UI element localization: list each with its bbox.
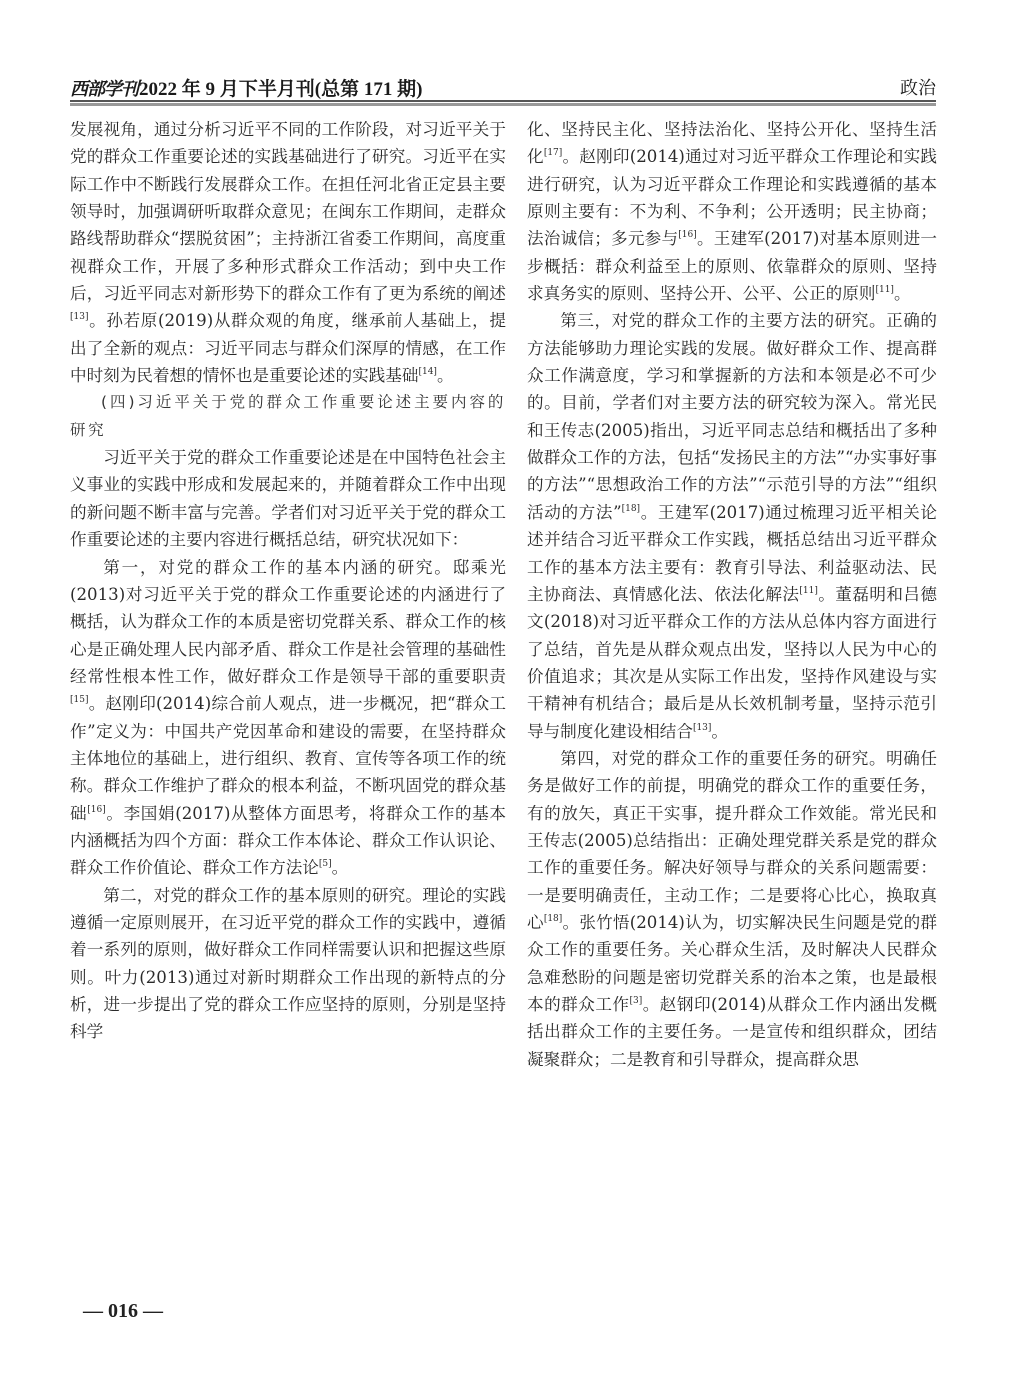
paragraph: 第三，对党的群众工作的主要方法的研究。正确的方法能够助力理论实践的发展。做好群众工作、提高群众工作满意度，学习和掌握新的方法和本领是必不可少的。目前，学者们对主要方法的研究较为深入。常光民和王传志(2005)指出，习近平同志总结和概括出了多种做群众工作的方法，包括“发扬民主的方法”“办实事好事的方法”“思想政治工作的方法”“示范引导的方法”“组织活动的方法”[18]。王建军(2017)通过梳理习近平相关论述并结合习近平群众工作实践，概括总结出习近平群众工作的基本方法主要有：教育引导法、利益驱动法、民主协商法、真情感化法、依法化解法[11]。董磊明和吕德文(2018)对习近平群众工作的方法从总体内容方面进行了总结，首先是从群众观点出发，坚持以人民为中心的价值追求；其次是从实际工作出发，坚持作风建设与实干精神有机结合；最后是从长效机制考量，坚持示范引导与制度化建设相结合[13]。 [527, 311, 938, 741]
citation: [13] [70, 312, 89, 323]
section-label: 政治 [900, 78, 936, 99]
journal-logo: 西部学刊 [70, 79, 138, 100]
citation: [5] [318, 859, 332, 870]
citation: [18] [621, 503, 641, 514]
page-number: — 016 — [83, 1300, 163, 1322]
journal-issue-info [70, 74, 422, 101]
right-column [527, 116, 937, 1073]
paragraph: 第二，对党的群众工作的基本原则的研究。理论的实践遵循一定原则展开，在习近平党的群众工作的实践中，遵循着一系列的原则，做好群众工作同样需要认识和把握这些原则。叶力(2013)通过对新时期群众工作出现的新特点的分析，进一步提出了党的群众工作应坚持的原则，分别是坚持科学 [70, 885, 506, 1042]
citation: [16] [678, 230, 697, 241]
running-header [70, 70, 936, 106]
citation: [14] [418, 367, 437, 378]
header-rule-thin [70, 100, 936, 102]
paragraph: 化、坚持民主化、坚持法治化、坚持公开化、坚持生活化[17]。赵刚印(2014)通过对习近平群众工作理论和实践进行研究，认为习近平群众工作理论和实践遵循的基本原则主要有：不为利、不争利；公开透明；民主协商；法治诚信；多元参与[16]。王建军(2017)对基本原则进一步概括：群众利益至上的原则、依靠群众的原则、坚持求真务实的原则、坚持公开、公平、公正的原则[11]。 [527, 120, 938, 304]
paragraph: 习近平关于党的群众工作重要论述是在中国特色社会主义事业的实践中形成和发展起来的，并随着群众工作中出现的新问题不断丰富与完善。学者们对习近平关于党的群众工作重要论述的主要内容进行概括总结，研究状况如下： [70, 448, 506, 550]
citation: [3] [629, 996, 643, 1006]
paragraph: 第一，对党的群众工作的基本内涵的研究。邸乘光(2013)对习近平关于党的群众工作重要论述的内涵进行了概括，认为群众工作的本质是密切党群关系、群众工作的核心是正确处理人民内部矛盾、群众工作是社会管理的基础性经常性根本性工作，做好群众工作是领导干部的重要职责[15]。赵刚印(2014)综合前人观点，进一步概况，把“群众工作”定义为：中国共产党因革命和建设的需要，在坚持群众主体地位的基础上，进行组织、教育、宣传等各项工作的统称。群众工作维护了群众的根本利益，不断巩固党的群众基础[16]。李国娟(2017)从整体方面思考，将群众工作的基本内涵概括为四个方面：群众工作本体论、群众工作认识论、群众工作价值论、群众工作方法论[5]。 [70, 557, 506, 878]
citation: [17] [543, 148, 563, 159]
paragraph: 发展视角，通过分析习近平不同的工作阶段，对习近平关于党的群众工作重要论述的实践基础进行了研究。习近平在实际工作中不断践行发展群众工作。在担任河北省正定县主要领导时，加强调研听取群众意见；在闽东工作期间，走群众路线帮助群众“摆脱贫困”；主持浙江省委工作期间，高度重视群众工作，开展了多种形式群众工作活动；到中央工作后，习近平同志对新形势下的群众工作有了更为系统的阐述[13]。孙若原(2019)从群众观的角度，继承前人基础上，提出了全新的观点：习近平同志与群众们深厚的情感，在工作中时刻为民着想的情怀也是重要论述的实践基础[14]。 [70, 120, 506, 386]
issue-label: 2022 年 9 月下半月刊(总第 171 期) [139, 79, 423, 100]
citation: [16] [87, 804, 106, 815]
citation: [15] [70, 695, 89, 706]
header-rule-thick [70, 103, 936, 106]
paragraph: 第四，对党的群众工作的重要任务的研究。明确任务是做好工作的前提，明确党的群众工作的重要任务，有的放矢，真正干实事，提升群众工作效能。常光民和王传志(2005)总结指出：正确处理党群关系是党的群众工作的重要任务。解决好领导与群众的关系问题需要：一是要明确责任，主动工作；二是要将心比心，换取真心[18]。张竹悟(2014)认为，切实解决民生问题是党的群众工作的重要任务。关心群众生活，及时解决人民群众急难愁盼的问题是密切党群关系的治本之策，也是最根本的群众工作[3]。赵钢印(2014)从群众工作内涵出发概括出群众工作的主要任务。一是宣传和组织群众，团结凝聚群众；二是教育和引导群众，提高群众思 [527, 748, 938, 1069]
citation: [11] [799, 585, 818, 596]
citation: [13] [692, 722, 712, 733]
section-subheading: (四)习近平关于党的群众工作重要论述主要内容的研究 [70, 393, 506, 439]
citation: [11] [875, 285, 894, 296]
citation: [18] [543, 913, 563, 924]
left-column [70, 116, 506, 1046]
